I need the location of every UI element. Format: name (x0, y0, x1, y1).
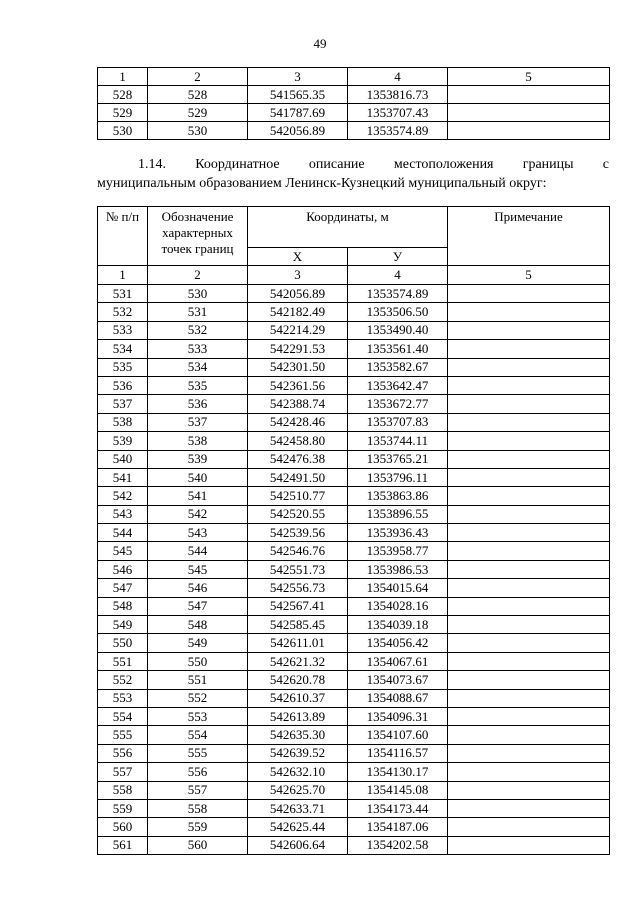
note (448, 616, 610, 634)
coord-y: 1354096.31 (348, 707, 448, 725)
row-number: 556 (98, 744, 148, 762)
note (448, 726, 610, 744)
table-row (98, 450, 610, 468)
col-number: 1 (98, 68, 148, 86)
point-designation: 538 (148, 432, 248, 450)
table-row (98, 413, 610, 431)
note (448, 836, 610, 854)
coord-x: 542610.37 (248, 689, 348, 707)
row-number: 560 (98, 818, 148, 836)
coord-y: 1353582.67 (348, 358, 448, 376)
note (448, 285, 610, 303)
note (448, 579, 610, 597)
row-number: 543 (98, 505, 148, 523)
table-row (98, 432, 610, 450)
coord-x: 542633.71 (248, 799, 348, 817)
coord-y: 1353490.40 (348, 321, 448, 339)
note (448, 524, 610, 542)
note (448, 122, 610, 140)
coord-y: 1354145.08 (348, 781, 448, 799)
table-header (98, 207, 610, 266)
header-num: № п/п (98, 207, 148, 266)
point-designation: 537 (148, 413, 248, 431)
col-number: 1 (98, 266, 148, 285)
top-table-body (98, 68, 610, 140)
col-number: 2 (148, 266, 248, 285)
coord-x: 541565.35 (248, 86, 348, 104)
main-table-body (98, 266, 610, 855)
coord-y: 1353506.50 (348, 303, 448, 321)
coord-x: 542476.38 (248, 450, 348, 468)
row-number: 538 (98, 413, 148, 431)
header-coordinates: Координаты, м (248, 207, 448, 248)
table-row (98, 634, 610, 652)
note (448, 597, 610, 615)
note (448, 634, 610, 652)
coord-y: 1353707.43 (348, 104, 448, 122)
coord-x: 542510.77 (248, 487, 348, 505)
table-row (98, 689, 610, 707)
point-designation: 532 (148, 321, 248, 339)
table-row (98, 122, 610, 140)
coord-x: 542625.44 (248, 818, 348, 836)
coord-y: 1354130.17 (348, 763, 448, 781)
col-number: 5 (448, 68, 610, 86)
point-designation: 542 (148, 505, 248, 523)
note (448, 86, 610, 104)
header-x: Х (248, 248, 348, 266)
note (448, 818, 610, 836)
row-number: 537 (98, 395, 148, 413)
point-designation: 541 (148, 487, 248, 505)
point-designation: 547 (148, 597, 248, 615)
coord-x: 542214.29 (248, 321, 348, 339)
heading-word: Координатное (195, 157, 280, 172)
section-heading (97, 155, 609, 193)
row-number: 532 (98, 303, 148, 321)
table-row (98, 781, 610, 799)
coord-x: 542620.78 (248, 671, 348, 689)
point-designation: 559 (148, 818, 248, 836)
table-row (98, 652, 610, 670)
coord-x: 542291.53 (248, 340, 348, 358)
coord-x: 542632.10 (248, 763, 348, 781)
row-number: 561 (98, 836, 148, 854)
boundary-coordinates-table (97, 206, 610, 855)
note (448, 395, 610, 413)
coord-y: 1353574.89 (348, 122, 448, 140)
row-number: 549 (98, 616, 148, 634)
heading-word: местоположения (393, 157, 494, 172)
coord-x: 542520.55 (248, 505, 348, 523)
coord-x: 542567.41 (248, 597, 348, 615)
point-designation: 558 (148, 799, 248, 817)
coord-y: 1354056.42 (348, 634, 448, 652)
row-number: 529 (98, 104, 148, 122)
row-number: 551 (98, 652, 148, 670)
row-number: 557 (98, 763, 148, 781)
row-number: 553 (98, 689, 148, 707)
table-row (98, 616, 610, 634)
coord-y: 1353958.77 (348, 542, 448, 560)
row-number: 534 (98, 340, 148, 358)
coord-y: 1354028.16 (348, 597, 448, 615)
coord-y: 1353574.89 (348, 285, 448, 303)
heading-word: с (602, 157, 609, 172)
note (448, 376, 610, 394)
coord-x: 542585.45 (248, 616, 348, 634)
note (448, 432, 610, 450)
row-number: 554 (98, 707, 148, 725)
table-row (98, 358, 610, 376)
point-designation: 553 (148, 707, 248, 725)
coord-y: 1354173.44 (348, 799, 448, 817)
note (448, 542, 610, 560)
coord-x: 542539.56 (248, 524, 348, 542)
point-designation: 536 (148, 395, 248, 413)
col-number: 4 (348, 68, 448, 86)
table-row (98, 560, 610, 578)
note (448, 358, 610, 376)
point-designation: 531 (148, 303, 248, 321)
row-number: 546 (98, 560, 148, 578)
table-row (98, 707, 610, 725)
coord-x: 542388.74 (248, 395, 348, 413)
row-number: 559 (98, 799, 148, 817)
row-number: 530 (98, 122, 148, 140)
note (448, 505, 610, 523)
coord-x: 542606.64 (248, 836, 348, 854)
table-row (98, 86, 610, 104)
column-number-row (98, 68, 610, 86)
section-number: 1.14. (138, 157, 166, 172)
column-number-row (98, 266, 610, 285)
point-designation: 534 (148, 358, 248, 376)
coord-x: 542551.73 (248, 560, 348, 578)
note (448, 652, 610, 670)
note (448, 413, 610, 431)
table-row (98, 524, 610, 542)
note (448, 781, 610, 799)
coord-y: 1353744.11 (348, 432, 448, 450)
coord-y: 1353986.53 (348, 560, 448, 578)
coord-x: 542491.50 (248, 468, 348, 486)
row-number: 550 (98, 634, 148, 652)
coord-x: 542639.52 (248, 744, 348, 762)
table-row (98, 487, 610, 505)
section-heading-line1 (97, 155, 609, 174)
point-designation: 533 (148, 340, 248, 358)
col-number: 5 (448, 266, 610, 285)
coord-x: 542458.80 (248, 432, 348, 450)
row-number: 555 (98, 726, 148, 744)
note (448, 487, 610, 505)
table-row (98, 597, 610, 615)
coord-x: 542056.89 (248, 122, 348, 140)
row-number: 541 (98, 468, 148, 486)
coord-y: 1354202.58 (348, 836, 448, 854)
coord-y: 1353707.83 (348, 413, 448, 431)
coord-x: 542613.89 (248, 707, 348, 725)
header-designation: Обозначение характерных точек границ (148, 207, 248, 266)
row-number: 558 (98, 781, 148, 799)
coord-y: 1354039.18 (348, 616, 448, 634)
note (448, 744, 610, 762)
table-row (98, 395, 610, 413)
coord-x: 542182.49 (248, 303, 348, 321)
note (448, 799, 610, 817)
table-row (98, 303, 610, 321)
row-number: 528 (98, 86, 148, 104)
point-designation: 554 (148, 726, 248, 744)
point-designation: 546 (148, 579, 248, 597)
point-designation: 556 (148, 763, 248, 781)
coord-y: 1354187.06 (348, 818, 448, 836)
point-designation: 545 (148, 560, 248, 578)
row-number: 548 (98, 597, 148, 615)
point-designation: 530 (148, 122, 248, 140)
row-number: 533 (98, 321, 148, 339)
note (448, 104, 610, 122)
point-designation: 550 (148, 652, 248, 670)
row-number: 540 (98, 450, 148, 468)
point-designation: 560 (148, 836, 248, 854)
coord-x: 542611.01 (248, 634, 348, 652)
note (448, 707, 610, 725)
table-row (98, 376, 610, 394)
table-row (98, 836, 610, 854)
table-row (98, 579, 610, 597)
note (448, 468, 610, 486)
note (448, 763, 610, 781)
coord-y: 1354107.60 (348, 726, 448, 744)
point-designation: 540 (148, 468, 248, 486)
table-row (98, 285, 610, 303)
point-designation: 544 (148, 542, 248, 560)
table-row (98, 744, 610, 762)
point-designation: 539 (148, 450, 248, 468)
coord-y: 1353863.86 (348, 487, 448, 505)
table-row (98, 340, 610, 358)
coord-x: 542621.32 (248, 652, 348, 670)
point-designation: 548 (148, 616, 248, 634)
coord-y: 1353672.77 (348, 395, 448, 413)
point-designation: 543 (148, 524, 248, 542)
coord-y: 1353896.55 (348, 505, 448, 523)
coord-y: 1354073.67 (348, 671, 448, 689)
note (448, 340, 610, 358)
col-number: 3 (248, 68, 348, 86)
coord-y: 1353561.40 (348, 340, 448, 358)
point-designation: 555 (148, 744, 248, 762)
col-number: 3 (248, 266, 348, 285)
heading-word: границы (522, 157, 574, 172)
point-designation: 549 (148, 634, 248, 652)
row-number: 544 (98, 524, 148, 542)
note (448, 321, 610, 339)
row-number: 536 (98, 376, 148, 394)
coord-y: 1353642.47 (348, 376, 448, 394)
coord-x: 542635.30 (248, 726, 348, 744)
point-designation: 530 (148, 285, 248, 303)
table-row (98, 726, 610, 744)
coord-x: 542556.73 (248, 579, 348, 597)
coord-x: 542056.89 (248, 285, 348, 303)
header-y: У (348, 248, 448, 266)
table-row (98, 818, 610, 836)
table-row (98, 799, 610, 817)
row-number: 539 (98, 432, 148, 450)
table-row (98, 505, 610, 523)
row-number: 547 (98, 579, 148, 597)
heading-word: описание (308, 157, 365, 172)
row-number: 552 (98, 671, 148, 689)
table-row (98, 321, 610, 339)
coord-y: 1353765.21 (348, 450, 448, 468)
coord-x: 541787.69 (248, 104, 348, 122)
point-designation: 528 (148, 86, 248, 104)
page-number: 49 (313, 36, 327, 51)
note (448, 303, 610, 321)
coord-x: 542301.50 (248, 358, 348, 376)
coord-y: 1354015.64 (348, 579, 448, 597)
coord-y: 1354067.61 (348, 652, 448, 670)
coord-y: 1354088.67 (348, 689, 448, 707)
col-number: 4 (348, 266, 448, 285)
point-designation: 557 (148, 781, 248, 799)
top-coordinates-table (97, 67, 610, 140)
section-heading-line2: муниципальным образованием Ленинск-Кузнецкий муниципальный округ: (97, 176, 547, 191)
row-number: 531 (98, 285, 148, 303)
point-designation: 535 (148, 376, 248, 394)
note (448, 560, 610, 578)
coord-x: 542546.76 (248, 542, 348, 560)
row-number: 535 (98, 358, 148, 376)
table-row (98, 542, 610, 560)
table-row (98, 671, 610, 689)
table-row (98, 763, 610, 781)
point-designation: 552 (148, 689, 248, 707)
coord-x: 542428.46 (248, 413, 348, 431)
coord-x: 542361.56 (248, 376, 348, 394)
table-row (98, 104, 610, 122)
coord-y: 1354116.57 (348, 744, 448, 762)
col-number: 2 (148, 68, 248, 86)
coord-y: 1353796.11 (348, 468, 448, 486)
coord-y: 1353816.73 (348, 86, 448, 104)
point-designation: 529 (148, 104, 248, 122)
row-number: 545 (98, 542, 148, 560)
note (448, 689, 610, 707)
note (448, 671, 610, 689)
table-row (98, 468, 610, 486)
coord-y: 1353936.43 (348, 524, 448, 542)
coord-x: 542625.70 (248, 781, 348, 799)
point-designation: 551 (148, 671, 248, 689)
header-note: Примечание (448, 207, 610, 266)
row-number: 542 (98, 487, 148, 505)
note (448, 450, 610, 468)
